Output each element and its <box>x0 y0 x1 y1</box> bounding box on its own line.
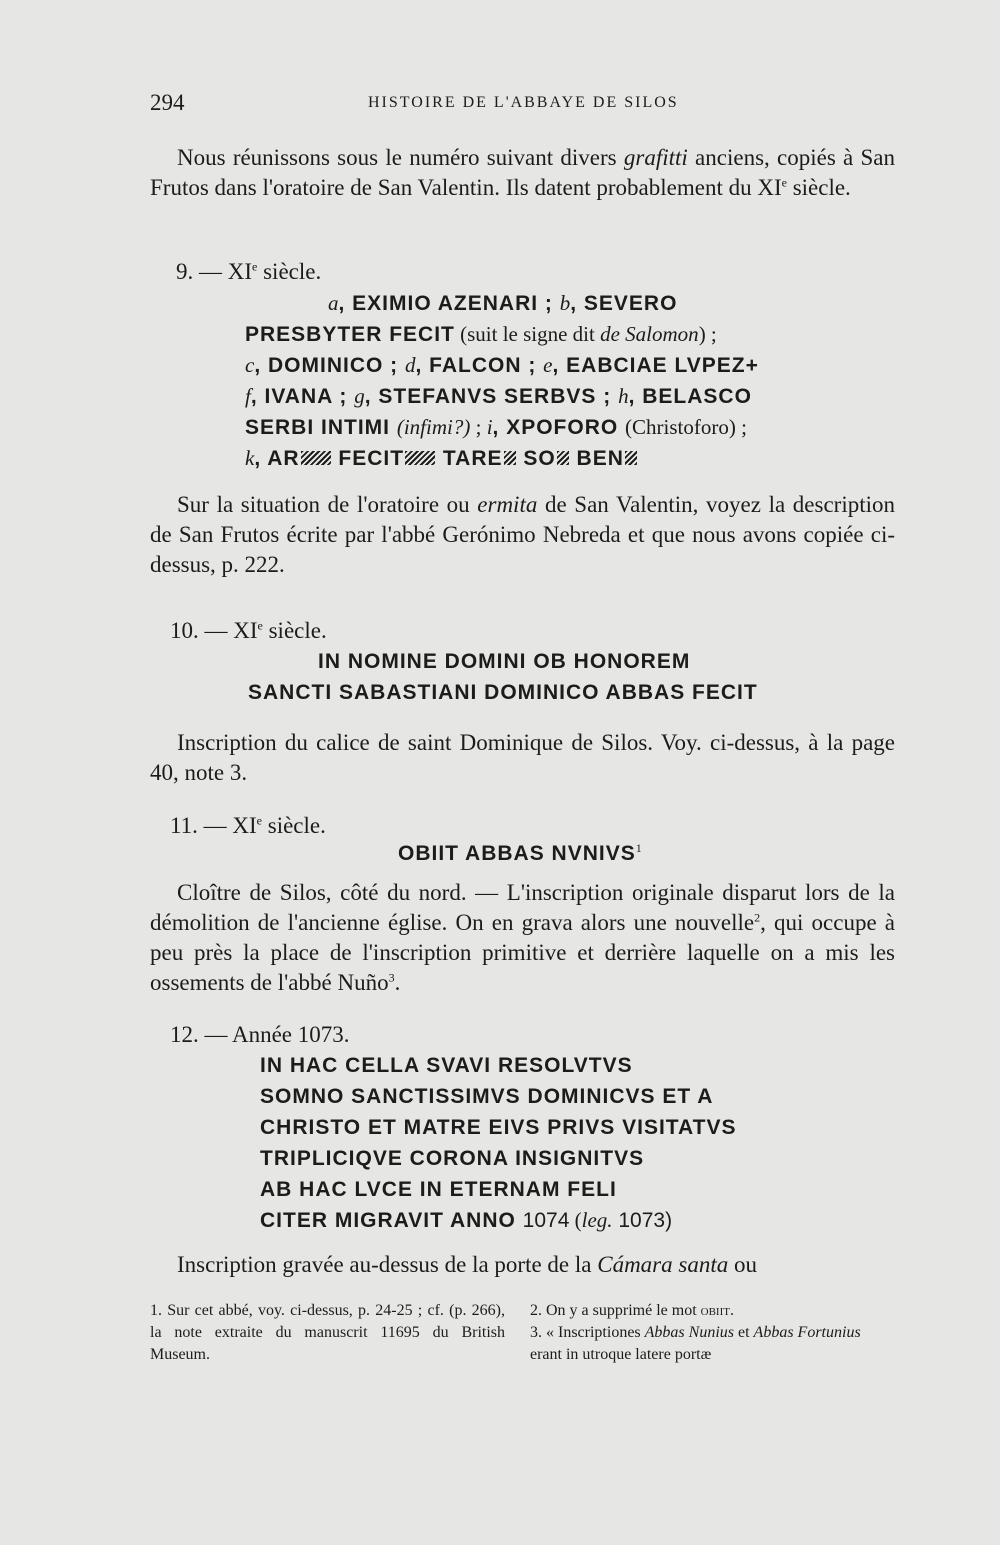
page-number: 294 <box>150 90 185 115</box>
inscription-line: AB HAC LVCE IN ETERNAM FELI <box>260 1178 617 1201</box>
illegible-mark <box>625 451 637 465</box>
entry-12-heading: 12. — Année 1073. <box>170 1022 350 1047</box>
entry-11-inscription: OBIIT ABBAS NVNIVS$^1$ <box>398 841 642 865</box>
entry-9-note: Sur la situation de l'oratoire ou ermita de San Valentin, voyez la description de San Frutos écrite par l'abbé Gerónimo Nebreda et que nous avons copiée ci-dessus, p. 222. <box>150 492 895 577</box>
entry-9-inscription: a, EXIMIO AZENARI ; b, SEVERO PRESBYTER FECIT (suit le signe dit de Salomon) ; c, DOMINICO ; d, FALCON ; e, EABCIAE LVPEZ+ f, IVANA ; g, STEFANVS SERBVS ; h, BELASCO SERBI INTIMI (infimi?) ; i, XPOFORO (Christoforo) ; k, AR FECIT TARE SO BEN <box>245 291 759 470</box>
illegible-mark <box>301 451 331 465</box>
footnotes-right <box>530 1300 885 1366</box>
entry-10-note: Inscription du calice de saint Dominique de Silos. Voy. ci-dessus, à la page 40, note 3. <box>150 730 895 785</box>
footnote-3: 3. « Inscriptiones Abbas Nunius et Abbas Fortunius erant in utroque latere portæ <box>530 1324 861 1363</box>
inscription-line: SOMNO SANCTISSIMVS DOMINICVS ET A <box>260 1085 714 1108</box>
inscription-line: CITER MIGRAVIT ANNO 1074 (leg. 1073) <box>260 1208 673 1232</box>
footnote-1: 1. Sur cet abbé, voy. ci-dessus, p. 24-25 ; cf. (p. 266), la note extraite du manuscrit 11695 du British Museum. <box>150 1302 505 1363</box>
entry-9-heading: 9. — XIe siècle. <box>176 259 322 284</box>
inscription-line: TRIPLICIQVE CORONA INSIGNITVS <box>260 1147 645 1170</box>
entry-10-heading: 10. — XIe siècle. <box>170 618 327 643</box>
page-header <box>150 90 890 120</box>
footnote-2: 2. On y a supprimé le mot obiit. <box>530 1302 734 1319</box>
entry-12-note: Inscription gravée au-dessus de la porte de la Cámara santa ou <box>177 1252 757 1277</box>
running-head: HISTOIRE DE L'ABBAYE DE SILOS <box>368 94 679 111</box>
entry-11-note: Cloître de Silos, côté du nord. — L'inscription originale disparut lors de la démolition de l'ancienne église. On en grava alors une nouvelle$^2$, qui occupe à peu près la place de l'inscription primitive et derrière laquelle on a mis les ossements de l'abbé Nuño$^3$. <box>150 880 895 995</box>
illegible-mark <box>557 451 569 465</box>
inscription-line: IN HAC CELLA SVAVI RESOLVTVS <box>260 1054 633 1077</box>
entry-11-heading: 11. — XIe siècle. <box>170 813 326 838</box>
intro-paragraph: Nous réunissons sous le numéro suivant divers grafitti anciens, copiés à San Frutos dans l'oratoire de San Valentin. Ils datent probablement du XIe siècle. <box>150 145 896 200</box>
illegible-mark <box>504 451 516 465</box>
illegible-mark <box>405 451 435 465</box>
inscription-line: CHRISTO ET MATRE EIVS PRIVS VISITATVS <box>260 1116 737 1139</box>
entry-10-inscription: IN NOMINE DOMINI OB HONOREM SANCTI SABASTIANI DOMINICO ABBAS FECIT <box>248 650 758 704</box>
entry-12-inscription <box>260 1050 737 1236</box>
